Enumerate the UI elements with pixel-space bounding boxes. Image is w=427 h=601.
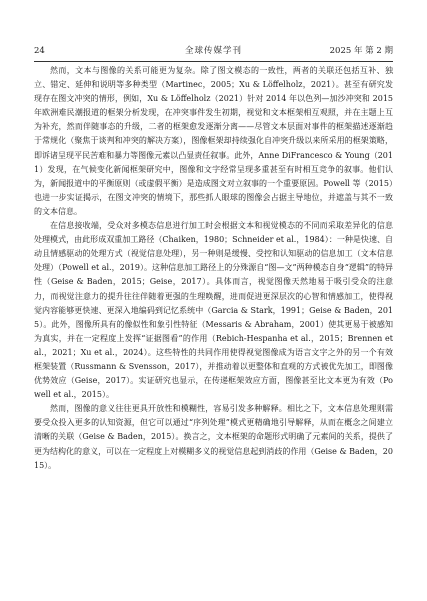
article-body xyxy=(34,64,393,473)
journal-title: 全球传媒学刊 xyxy=(184,46,242,56)
issue-label: 2025 年 第 2 期 xyxy=(329,46,393,56)
paragraph: 然而，文本与图像的关系可能更为复杂。除了图文模态的一致性，两者的关联还包括互补、独立、错定、延伸和说明等多种类型（Martinec，2005；Xu & Löffelholz，2021）。甚至有研究发现存在图文冲突的情形，例如，Xu & Löffelholz（2021）针对 2014 年以色列—加沙冲突和 2015 年欧洲难民潮报道的框架分析发现，在冲突事件发生初期，视觉和文本框架相互观照，并在主题上互为补充，然而伴随事态的升级，二者的框架愈发逐渐分离——尽管文本层面对事件的框架描述逐渐趋于常规化（聚焦于谈判和冲突的解决方案），图像框架却持续强化自冲突升级以来所采用的框架策略，即诉诸呈现平民苦难和暴力等图像元素以凸显责任叙事。此外，Anne DiFrancesco & Young（2011）发现，在气候变化新闻框架研究中，图像和文字经常呈现多重甚至有时相互竞争的叙事。他们认为，新闻报道中的平衡原则（或虚假平衡）是造成图文对立叙事的一个重要原因。Powell 等（2015）也进一步实证揭示，在图文冲突的情境下，那些抓人眼球的图像会占据主导地位，并遮盖与其不一致的文本信息。 xyxy=(34,66,393,216)
paragraph: 在信息接收端，受众对多模态信息进行加工时会根据文本和视觉模态的不同而采取差异化的信息处理模式，由此形成双重加工路径（Chaiken，1980；Schneider et al.，1984）：一种是快速、自动且情感驱动的处理方式（视觉信息处理），另一种则是缓慢、受控和认知驱动的信息加工（文本信息处理）（Powell et al.，2019）。这种信息加工路径上的分殊源自“图—文”两种模态自身“逻辑”的特异性（Geise & Baden，2015；Geise，2017）。具体而言，视觉图像天然地易于吸引受众的注意力，而视觉注意力的提升往往伴随着更强的生理唤醒，进而促进更深层次的心智和情感加工，使得视觉内容能够更快速、更深入地编码到记忆系统中（Garcia & Stark，1991；Geise & Baden，2015）。此外，图像所具有的像似性和象引性特征（Messaris & Abraham，2001）使其更易于被感知为真实，并在一定程度上发挥“证据图看”的作用（Rebich-Hespanha et al.，2015；Brennen et al.，2021；Xu et al.，2024）。这些特性的共同作用使得视觉图像成为语言文字之外的另一个有效框架装置（Russmann & Svensson，2017），并推动着以更整体和直观的方式被优先加工，即图像优势效应（Geise，2017）。实证研究也显示，在传递框架效应方面，图像甚至比文本更为有效（Powell et al.，2015）。 xyxy=(34,221,393,400)
paragraph: 然而，图像的意义往往更具开放性和模糊性，容易引发多种解释。相比之下，文本信息处理则需要受众投入更多的认知资源，但它可以通过“序列处理”模式更精确地引导解释，从而在概念之间建立清晰的关联（Geise & Baden，2015）。换言之，文本框架的命题形式明确了元素间的关系，提供了更为结构化的意义，可以在一定程度上对模糊多义的视觉信息起到消歧的作用（Geise & Baden，2015）。 xyxy=(34,404,393,470)
header-rule xyxy=(34,61,393,62)
page-number: 24 xyxy=(34,46,45,56)
running-header xyxy=(34,44,393,58)
